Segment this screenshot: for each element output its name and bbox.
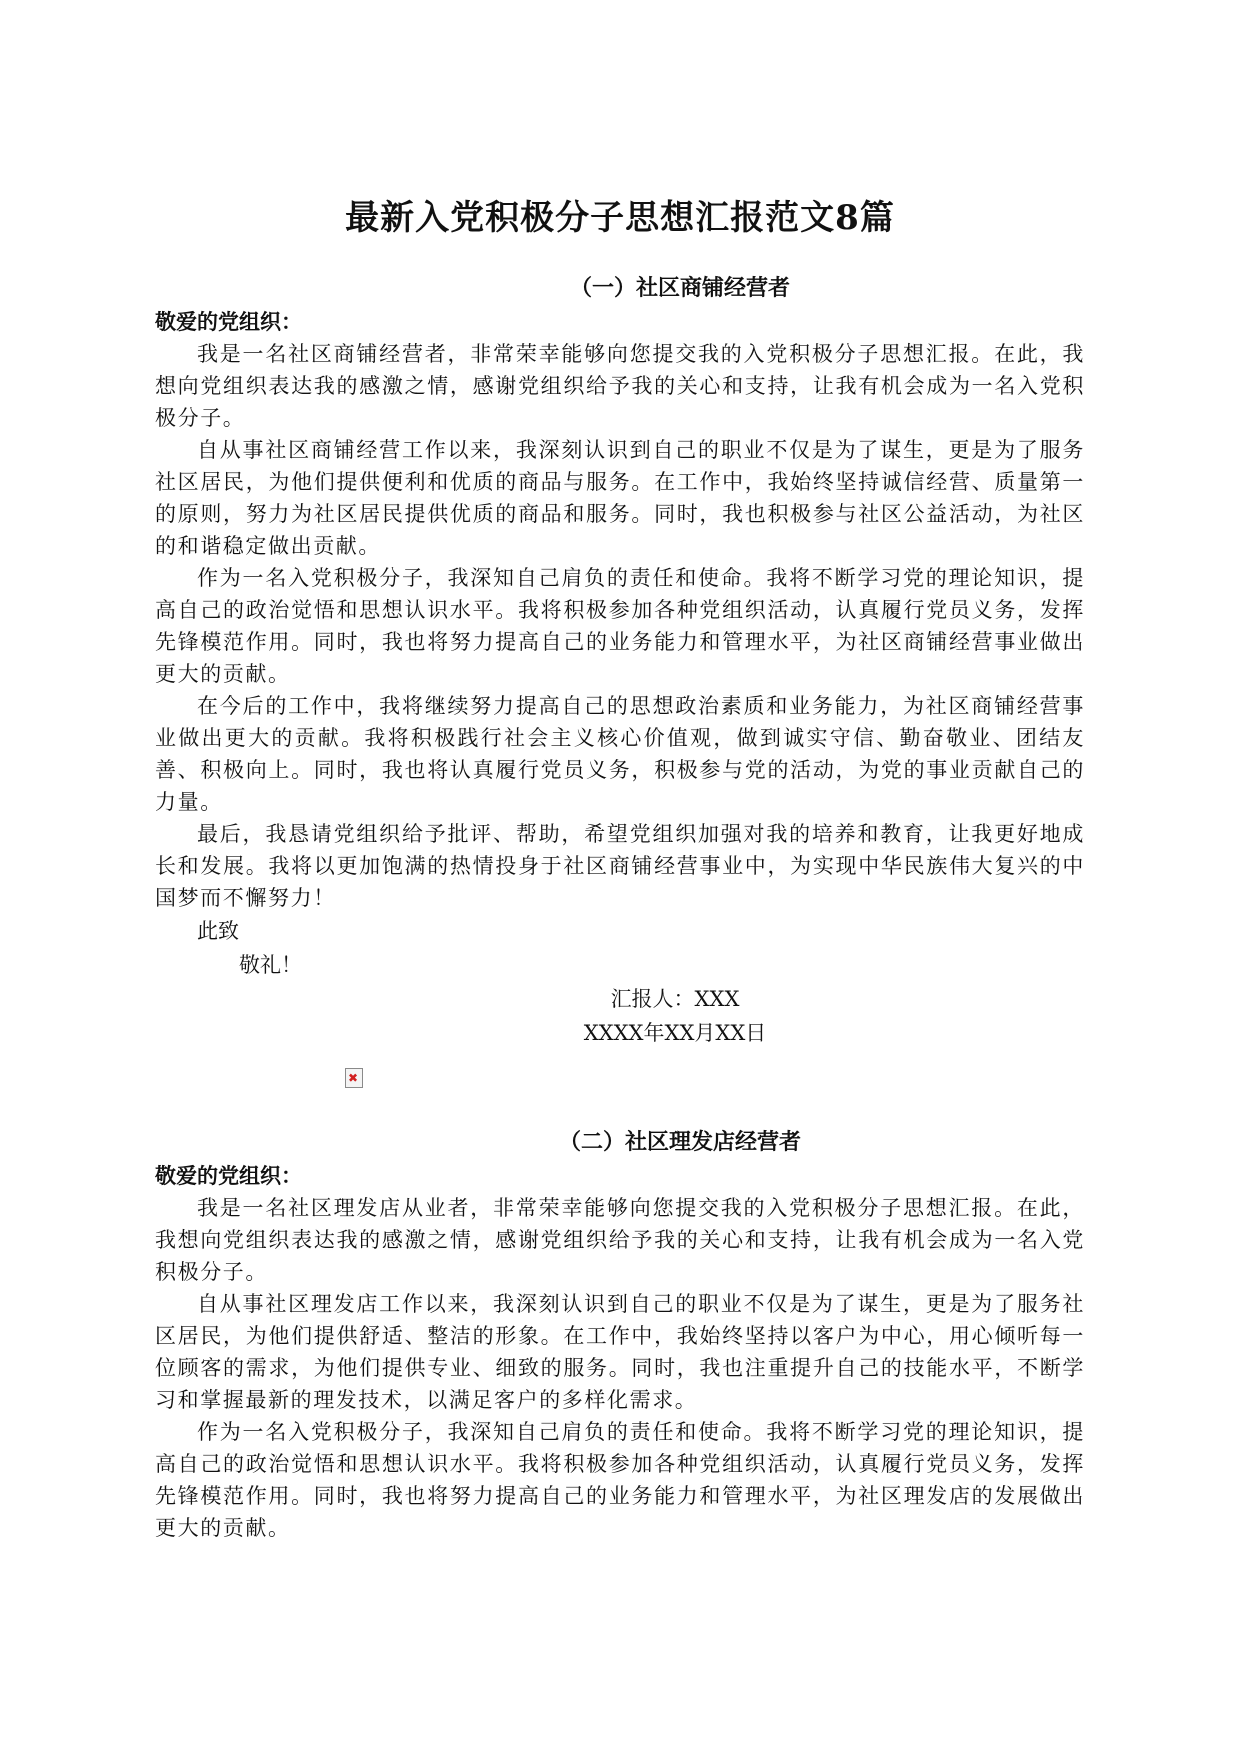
salutation: 敬爱的党组织： — [155, 309, 302, 334]
paragraph: 自从事社区理发店工作以来，我深刻认识到自己的职业不仅是为了谋生，更是为了服务社区居民，为他们提供舒适、整洁的形象。在工作中，我始终坚持以客户为中心，用心倾听每一位顾客的需求，为他们提供专业、细致的服务。同时，我也注重提升自己的技能水平，不断学习和掌握最新的理发技术，以满足客户的多样化需求。 — [155, 1292, 1085, 1412]
section-heading-2: （二）社区理发店经营者 — [558, 1129, 801, 1155]
paragraph: 我是一名社区理发店从业者，非常荣幸能够向您提交我的入党积极分子思想汇报。在此，我想向党组织表达我的感激之情，感谢党组织给予我的关心和支持，让我有机会成为一名入党积极分子。 — [155, 1196, 1085, 1284]
paragraph: 在今后的工作中，我将继续努力提高自己的思想政治素质和业务能力，为社区商铺经营事业做出更大的贡献。我将积极践行社会主义核心价值观，做到诚实守信、勤奋敬业、团结友善、积极向上。同时，我也将认真履行党员义务，积极参与党的活动，为党的事业贡献自己的力量。 — [155, 694, 1085, 814]
paragraph: 我是一名社区商铺经营者，非常荣幸能够向您提交我的入党积极分子思想汇报。在此，我想向党组织表达我的感激之情，感谢党组织给予我的关心和支持，让我有机会成为一名入党积极分子。 — [155, 342, 1085, 430]
document-body — [155, 270, 1085, 1544]
paragraph: 作为一名入党积极分子，我深知自己肩负的责任和使命。我将不断学习党的理论知识，提高自己的政治觉悟和思想认识水平。我将积极参加各种党组织活动，认真履行党员义务，发挥先锋模范作用。同时，我也将努力提高自己的业务能力和管理水平，为社区商铺经营事业做出更大的贡献。 — [155, 566, 1085, 686]
paragraph: 最后，我恳请党组织给予批评、帮助，希望党组织加强对我的培养和教育，让我更好地成长和发展。我将以更加饱满的热情投身于社区商铺经营事业中，为实现中华民族伟大复兴的中国梦而不懈努力！ — [155, 822, 1085, 910]
document-title: 最新入党积极分子思想汇报范文8篇 — [345, 198, 895, 238]
report-date: XXXX年XX月XX日 — [583, 1021, 767, 1045]
paragraph: 自从事社区商铺经营工作以来，我深刻认识到自己的职业不仅是为了谋生，更是为了服务社区居民，为他们提供便利和优质的商品与服务。在工作中，我始终坚持诚信经营、质量第一的原则，努力为社区居民提供优质的商品和服务。同时，我也积极参与社区公益活动，为社区的和谐稳定做出贡献。 — [155, 438, 1085, 558]
salutation: 敬爱的党组织： — [155, 1163, 302, 1188]
section-heading-1: （一）社区商铺经营者 — [569, 275, 790, 301]
closing-regards: 敬礼！ — [239, 953, 302, 977]
broken-image-icon — [345, 1068, 363, 1088]
reporter-signature: 汇报人：XXX — [610, 987, 740, 1011]
closing-salute: 此致 — [197, 919, 239, 943]
paragraph: 作为一名入党积极分子，我深知自己肩负的责任和使命。我将不断学习党的理论知识，提高自己的政治觉悟和思想认识水平。我将积极参加各种党组织活动，认真履行党员义务，发挥先锋模范作用。同时，我也将努力提高自己的业务能力和管理水平，为社区理发店的发展做出更大的贡献。 — [155, 1420, 1085, 1540]
